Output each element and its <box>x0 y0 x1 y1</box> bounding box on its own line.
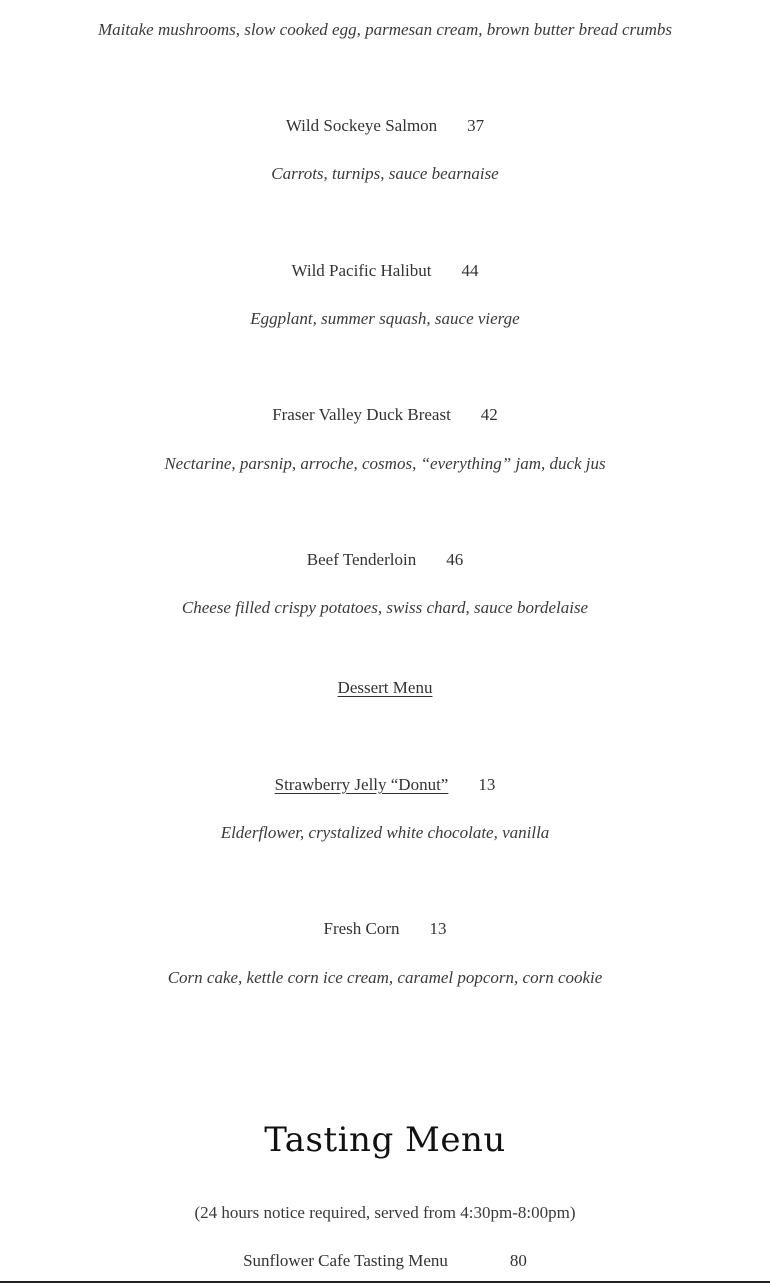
menu-item-price: 42 <box>480 405 498 424</box>
menu-item-tasting <box>0 1249 770 1273</box>
dessert-menu-row <box>0 676 770 700</box>
dish-description: Maitake mushrooms, slow cooked egg, parmesan cream, brown butter bread crumbs <box>98 20 672 39</box>
menu-item-price: 46 <box>446 550 464 569</box>
menu-item-donut <box>0 773 770 797</box>
menu-item-beef <box>0 548 770 572</box>
menu-item-salmon <box>0 114 770 138</box>
dish-description: Corn cake, kettle corn ice cream, caramel popcorn, corn cookie <box>167 968 603 987</box>
menu-item-price: 13 <box>429 919 447 938</box>
menu-item-name: Sunflower Cafe Tasting Menu <box>243 1251 448 1270</box>
menu-item-name: Wild Pacific Halibut <box>291 261 432 280</box>
menu-item-price: 13 <box>478 775 496 794</box>
dish-description: Nectarine, parsnip, arroche, cosmos, “everything” jam, duck jus <box>164 454 606 473</box>
dish-description: Eggplant, summer squash, sauce vierge <box>250 309 520 328</box>
dish-description: Carrots, turnips, sauce bearnaise <box>271 164 499 183</box>
menu-item-halibut <box>0 259 770 283</box>
dessert-menu-link[interactable]: Dessert Menu <box>337 678 433 697</box>
menu-item-name: Wild Sockeye Salmon <box>285 116 438 135</box>
menu-item-name: Fresh Corn <box>323 919 400 938</box>
menu-item-price: 37 <box>467 116 485 135</box>
menu-item-corn <box>0 917 770 941</box>
menu-item-name: Fraser Valley Duck Breast <box>272 405 451 424</box>
tasting-menu-note: (24 hours notice required, served from 4:30pm-8:00pm) <box>194 1203 576 1222</box>
dish-description: Cheese filled crispy potatoes, swiss chard, sauce bordelaise <box>181 598 589 617</box>
menu-item-link[interactable]: Strawberry Jelly “Donut” <box>274 775 449 794</box>
dish-description: Elderflower, crystalized white chocolate, vanilla <box>220 823 550 842</box>
menu-item-price: 80 <box>509 1251 527 1270</box>
menu-item-price: 44 <box>461 261 479 280</box>
menu-item-name: Beef Tenderloin <box>306 550 417 569</box>
tasting-menu-heading: Tasting Menu <box>264 1120 506 1160</box>
menu-item-duck <box>0 403 770 427</box>
